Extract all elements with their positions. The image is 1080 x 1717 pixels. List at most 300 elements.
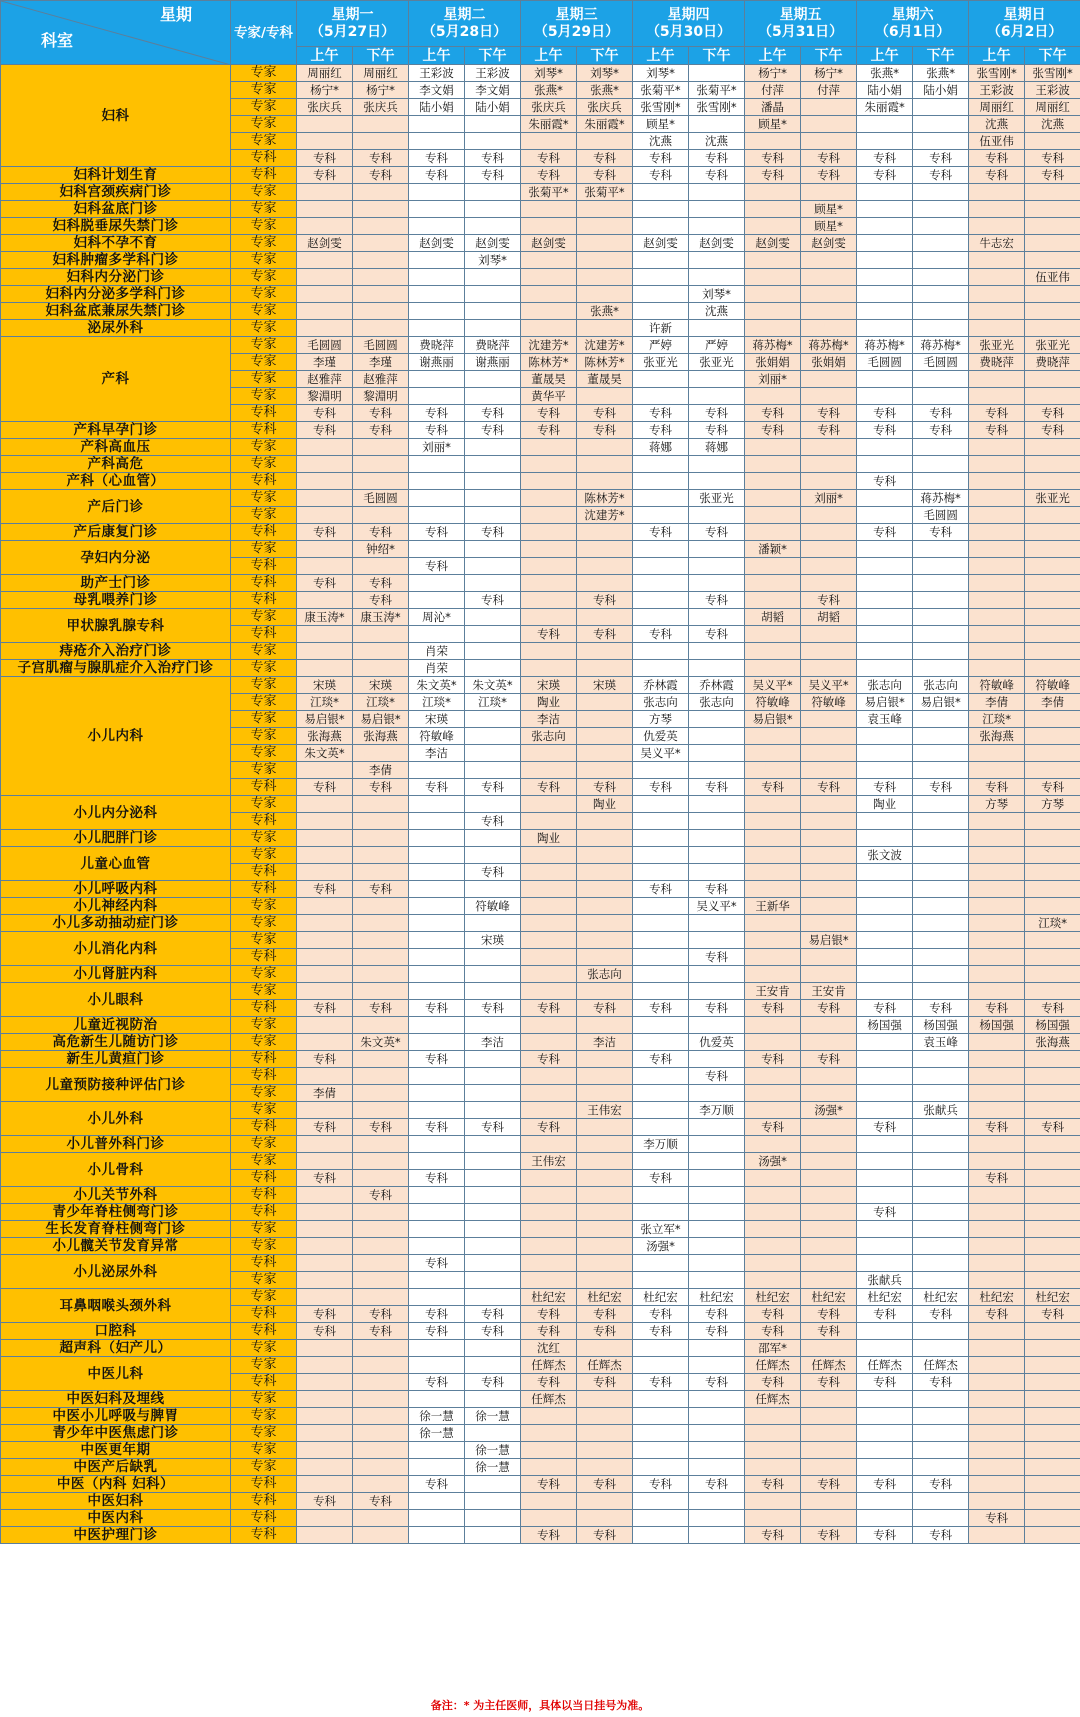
schedule-cell: 专科 <box>409 1119 465 1136</box>
schedule-cell: 专科 <box>409 1255 465 1272</box>
schedule-cell <box>801 439 857 456</box>
department-name: 妇科宫颈疾病门诊 <box>1 184 231 201</box>
schedule-cell <box>1025 439 1080 456</box>
schedule-cell <box>297 915 353 932</box>
schedule-cell: 专科 <box>353 592 409 609</box>
schedule-cell <box>577 983 633 1000</box>
doctor-type: 专家 <box>231 320 297 337</box>
department-name: 超声科（妇产儿） <box>1 1340 231 1357</box>
schedule-cell <box>521 1034 577 1051</box>
schedule-cell: 专科 <box>465 1000 521 1017</box>
schedule-cell <box>577 1170 633 1187</box>
schedule-cell <box>969 1476 1025 1493</box>
schedule-cell <box>521 1068 577 1085</box>
schedule-cell <box>521 303 577 320</box>
schedule-cell <box>353 1442 409 1459</box>
doctor-type: 专家 <box>231 830 297 847</box>
schedule-cell <box>913 303 969 320</box>
schedule-cell: 专科 <box>689 524 745 541</box>
schedule-cell <box>521 1221 577 1238</box>
schedule-cell <box>913 949 969 966</box>
schedule-cell <box>465 609 521 626</box>
schedule-cell: 袁玉峰 <box>913 1034 969 1051</box>
schedule-cell <box>521 1170 577 1187</box>
schedule-cell <box>465 1187 521 1204</box>
schedule-cell <box>1025 745 1080 762</box>
schedule-cell: 专科 <box>409 1323 465 1340</box>
schedule-cell <box>801 1119 857 1136</box>
schedule-cell: 李倩 <box>353 762 409 779</box>
schedule-cell <box>465 966 521 983</box>
schedule-cell <box>801 541 857 558</box>
schedule-cell <box>1025 1255 1080 1272</box>
schedule-cell <box>633 660 689 677</box>
schedule-cell <box>857 1493 913 1510</box>
department-name: 中医更年期 <box>1 1442 231 1459</box>
schedule-cell <box>409 915 465 932</box>
schedule-cell <box>353 201 409 218</box>
schedule-cell <box>521 1102 577 1119</box>
schedule-cell <box>521 745 577 762</box>
schedule-cell <box>297 439 353 456</box>
schedule-cell <box>969 320 1025 337</box>
schedule-cell <box>801 456 857 473</box>
schedule-cell: 刘丽* <box>801 490 857 507</box>
schedule-cell <box>745 1510 801 1527</box>
schedule-cell <box>857 1323 913 1340</box>
schedule-cell: 专科 <box>577 405 633 422</box>
schedule-row <box>1 881 1080 898</box>
schedule-cell <box>297 762 353 779</box>
schedule-cell <box>913 1323 969 1340</box>
schedule-cell <box>969 966 1025 983</box>
schedule-cell: 专科 <box>577 779 633 796</box>
schedule-cell: 李洁 <box>465 1034 521 1051</box>
schedule-row <box>1 830 1080 847</box>
schedule-cell: 专科 <box>969 1510 1025 1527</box>
doctor-type: 专家 <box>231 82 297 99</box>
schedule-cell: 专科 <box>913 1527 969 1544</box>
schedule-cell <box>353 507 409 524</box>
schedule-cell <box>969 932 1025 949</box>
doctor-type: 专家 <box>231 915 297 932</box>
schedule-cell <box>353 1068 409 1085</box>
schedule-cell <box>801 133 857 150</box>
schedule-cell <box>465 133 521 150</box>
schedule-cell <box>857 864 913 881</box>
schedule-cell: 张亚光 <box>1025 337 1080 354</box>
schedule-cell <box>409 1391 465 1408</box>
schedule-cell <box>577 830 633 847</box>
schedule-cell: 专科 <box>521 1051 577 1068</box>
schedule-cell <box>913 864 969 881</box>
schedule-row <box>1 1323 1080 1340</box>
schedule-cell <box>969 745 1025 762</box>
schedule-cell <box>913 1442 969 1459</box>
schedule-cell <box>913 99 969 116</box>
schedule-cell <box>745 1238 801 1255</box>
schedule-cell: 专科 <box>521 1306 577 1323</box>
schedule-cell: 专科 <box>521 422 577 439</box>
doctor-type: 专家 <box>231 65 297 82</box>
schedule-cell <box>633 507 689 524</box>
schedule-row <box>1 235 1080 252</box>
schedule-cell <box>1025 1323 1080 1340</box>
schedule-cell: 杜纪宏 <box>745 1289 801 1306</box>
doctor-type: 专家 <box>231 1153 297 1170</box>
schedule-cell <box>353 983 409 1000</box>
schedule-cell <box>409 1272 465 1289</box>
schedule-row <box>1 184 1080 201</box>
schedule-cell <box>521 1085 577 1102</box>
schedule-cell <box>745 303 801 320</box>
schedule-cell: 专科 <box>801 422 857 439</box>
schedule-cell: 顾星* <box>801 201 857 218</box>
department-name: 痔疮介入治疗门诊 <box>1 643 231 660</box>
schedule-cell <box>409 881 465 898</box>
doctor-type: 专科 <box>231 1204 297 1221</box>
schedule-cell <box>689 184 745 201</box>
doctor-type: 专家 <box>231 507 297 524</box>
schedule-cell <box>297 898 353 915</box>
schedule-cell <box>1025 711 1080 728</box>
day-header-tue <box>409 1 521 47</box>
schedule-cell <box>857 439 913 456</box>
schedule-row <box>1 609 1080 626</box>
schedule-cell <box>801 1068 857 1085</box>
schedule-cell <box>969 1357 1025 1374</box>
schedule-cell <box>633 949 689 966</box>
schedule-cell <box>297 558 353 575</box>
schedule-cell <box>1025 575 1080 592</box>
schedule-cell <box>1025 609 1080 626</box>
schedule-cell <box>297 592 353 609</box>
schedule-cell <box>689 65 745 82</box>
schedule-cell <box>297 286 353 303</box>
schedule-cell <box>1025 1102 1080 1119</box>
schedule-cell <box>465 269 521 286</box>
doctor-type: 专科 <box>231 1493 297 1510</box>
schedule-cell: 康玉涛* <box>297 609 353 626</box>
schedule-cell: 赵剑雯 <box>521 235 577 252</box>
schedule-cell: 专科 <box>521 1323 577 1340</box>
schedule-cell <box>353 473 409 490</box>
schedule-cell <box>465 1510 521 1527</box>
schedule-cell <box>689 1255 745 1272</box>
schedule-cell: 专科 <box>745 1051 801 1068</box>
schedule-cell <box>745 473 801 490</box>
schedule-cell <box>745 813 801 830</box>
schedule-row <box>1 1527 1080 1544</box>
schedule-cell: 张庆兵 <box>521 99 577 116</box>
schedule-cell <box>465 660 521 677</box>
schedule-row <box>1 269 1080 286</box>
schedule-cell: 杜纪宏 <box>969 1289 1025 1306</box>
schedule-cell <box>353 1153 409 1170</box>
schedule-cell <box>857 932 913 949</box>
schedule-cell <box>857 133 913 150</box>
doctor-type: 专家 <box>231 745 297 762</box>
schedule-cell <box>1025 1357 1080 1374</box>
schedule-cell <box>801 558 857 575</box>
schedule-cell <box>913 201 969 218</box>
schedule-cell: 刘琴* <box>633 65 689 82</box>
schedule-cell <box>465 1357 521 1374</box>
schedule-cell <box>577 473 633 490</box>
schedule-cell <box>353 456 409 473</box>
schedule-cell <box>801 252 857 269</box>
department-name: 妇科盆底门诊 <box>1 201 231 218</box>
schedule-cell <box>745 218 801 235</box>
schedule-cell <box>801 1221 857 1238</box>
pm-header: 下午 <box>465 47 521 65</box>
schedule-cell: 刘琴* <box>689 286 745 303</box>
schedule-cell <box>577 456 633 473</box>
doctor-type: 专家 <box>231 1017 297 1034</box>
department-name: 助产士门诊 <box>1 575 231 592</box>
schedule-cell: 张燕* <box>857 65 913 82</box>
schedule-cell <box>409 796 465 813</box>
schedule-cell <box>969 592 1025 609</box>
schedule-cell: 专科 <box>577 592 633 609</box>
doctor-type: 专家 <box>231 456 297 473</box>
schedule-cell <box>1025 898 1080 915</box>
schedule-cell <box>969 949 1025 966</box>
schedule-cell: 专科 <box>801 150 857 167</box>
schedule-cell: 专科 <box>913 422 969 439</box>
schedule-cell: 专科 <box>633 1170 689 1187</box>
schedule-cell: 专科 <box>689 1306 745 1323</box>
schedule-cell <box>969 983 1025 1000</box>
schedule-row <box>1 65 1080 82</box>
schedule-cell: 专科 <box>521 405 577 422</box>
schedule-cell <box>801 1408 857 1425</box>
schedule-cell <box>297 1136 353 1153</box>
schedule-cell <box>801 728 857 745</box>
schedule-cell: 专科 <box>353 779 409 796</box>
schedule-cell <box>465 541 521 558</box>
schedule-cell <box>969 575 1025 592</box>
schedule-cell <box>689 320 745 337</box>
schedule-row <box>1 1187 1080 1204</box>
schedule-cell <box>521 881 577 898</box>
schedule-cell <box>353 830 409 847</box>
department-name: 小儿泌尿外科 <box>1 1255 231 1289</box>
schedule-cell: 伍亚伟 <box>969 133 1025 150</box>
schedule-cell: 专科 <box>857 1119 913 1136</box>
schedule-cell <box>857 830 913 847</box>
schedule-cell <box>409 371 465 388</box>
schedule-cell <box>409 388 465 405</box>
schedule-cell <box>689 1017 745 1034</box>
schedule-cell <box>689 1051 745 1068</box>
schedule-cell: 黎淵明 <box>353 388 409 405</box>
schedule-cell <box>1025 184 1080 201</box>
schedule-cell <box>409 269 465 286</box>
schedule-cell: 专科 <box>521 1119 577 1136</box>
schedule-cell <box>857 1255 913 1272</box>
doctor-type: 专家 <box>231 660 297 677</box>
schedule-cell <box>297 269 353 286</box>
schedule-cell: 专科 <box>297 1306 353 1323</box>
schedule-cell <box>857 1153 913 1170</box>
schedule-cell <box>633 286 689 303</box>
schedule-cell <box>689 1170 745 1187</box>
department-name: 妇科盆底兼尿失禁门诊 <box>1 303 231 320</box>
schedule-cell: 专科 <box>409 405 465 422</box>
schedule-cell <box>969 847 1025 864</box>
schedule-cell <box>577 1119 633 1136</box>
schedule-cell <box>633 490 689 507</box>
doctor-type: 专家 <box>231 490 297 507</box>
schedule-cell <box>969 473 1025 490</box>
schedule-cell <box>465 116 521 133</box>
schedule-cell <box>857 1085 913 1102</box>
schedule-cell: 蒋苏梅* <box>913 337 969 354</box>
schedule-cell: 专科 <box>801 1323 857 1340</box>
schedule-row <box>1 1238 1080 1255</box>
schedule-cell <box>689 983 745 1000</box>
schedule-cell: 专科 <box>745 779 801 796</box>
schedule-cell <box>353 1391 409 1408</box>
schedule-cell <box>633 1204 689 1221</box>
schedule-cell <box>297 490 353 507</box>
doctor-type: 专家 <box>231 541 297 558</box>
schedule-cell <box>801 1510 857 1527</box>
schedule-cell <box>801 1493 857 1510</box>
schedule-cell <box>969 1136 1025 1153</box>
schedule-cell: 专科 <box>913 1476 969 1493</box>
schedule-cell <box>969 371 1025 388</box>
schedule-cell: 专科 <box>409 1306 465 1323</box>
schedule-cell: 专科 <box>353 1000 409 1017</box>
schedule-cell <box>745 915 801 932</box>
schedule-cell <box>577 1085 633 1102</box>
schedule-cell: 专科 <box>857 473 913 490</box>
department-name: 产科高血压 <box>1 439 231 456</box>
schedule-cell: 江琰* <box>409 694 465 711</box>
schedule-cell <box>465 915 521 932</box>
schedule-cell <box>1025 1510 1080 1527</box>
schedule-cell <box>521 1238 577 1255</box>
schedule-cell: 陈林芳* <box>521 354 577 371</box>
corner-day-label: 星期 <box>159 5 192 24</box>
schedule-row <box>1 1442 1080 1459</box>
schedule-cell <box>633 473 689 490</box>
schedule-cell: 杨国强 <box>969 1017 1025 1034</box>
schedule-cell <box>577 813 633 830</box>
schedule-cell: 专科 <box>745 1527 801 1544</box>
schedule-cell <box>969 1391 1025 1408</box>
schedule-cell: 汤强* <box>801 1102 857 1119</box>
schedule-cell: 专科 <box>297 1170 353 1187</box>
schedule-row <box>1 252 1080 269</box>
schedule-cell <box>689 1510 745 1527</box>
schedule-cell <box>745 524 801 541</box>
schedule-cell <box>1025 949 1080 966</box>
doctor-type: 专家 <box>231 286 297 303</box>
schedule-cell <box>409 1136 465 1153</box>
schedule-cell: 朱丽霞* <box>521 116 577 133</box>
schedule-cell <box>465 184 521 201</box>
schedule-cell <box>969 1272 1025 1289</box>
schedule-cell <box>689 728 745 745</box>
doctor-type: 专科 <box>231 1255 297 1272</box>
schedule-cell: 专科 <box>689 1374 745 1391</box>
schedule-cell: 李文娟 <box>409 82 465 99</box>
schedule-cell: 专科 <box>801 167 857 184</box>
schedule-cell: 张立军* <box>633 1221 689 1238</box>
schedule-cell <box>577 1442 633 1459</box>
footnote: 备注：* 为主任医师，具体以当日挂号为准。 <box>430 1699 650 1712</box>
schedule-cell <box>297 1102 353 1119</box>
schedule-cell: 专科 <box>297 881 353 898</box>
schedule-cell <box>465 1136 521 1153</box>
schedule-cell: 专科 <box>689 881 745 898</box>
schedule-cell <box>1025 1527 1080 1544</box>
schedule-cell <box>465 1068 521 1085</box>
schedule-row <box>1 439 1080 456</box>
schedule-cell <box>465 983 521 1000</box>
schedule-cell <box>633 915 689 932</box>
schedule-cell <box>745 252 801 269</box>
schedule-cell <box>465 762 521 779</box>
schedule-cell <box>353 796 409 813</box>
doctor-type: 专家 <box>231 694 297 711</box>
schedule-cell: 宋瑛 <box>409 711 465 728</box>
schedule-cell <box>465 1238 521 1255</box>
schedule-cell: 任辉杰 <box>745 1357 801 1374</box>
schedule-cell <box>521 1459 577 1476</box>
schedule-cell <box>801 1425 857 1442</box>
schedule-cell <box>633 1255 689 1272</box>
schedule-cell <box>409 1357 465 1374</box>
schedule-cell: 专科 <box>745 150 801 167</box>
department-name: 耳鼻咽喉头颈外科 <box>1 1289 231 1323</box>
schedule-cell <box>745 626 801 643</box>
schedule-row <box>1 456 1080 473</box>
schedule-cell <box>689 762 745 779</box>
schedule-cell: 李万顺 <box>689 1102 745 1119</box>
schedule-cell: 专科 <box>801 1000 857 1017</box>
schedule-cell <box>913 898 969 915</box>
schedule-row <box>1 1476 1080 1493</box>
schedule-cell <box>353 1017 409 1034</box>
department-name: 产后康复门诊 <box>1 524 231 541</box>
schedule-cell: 专科 <box>633 422 689 439</box>
schedule-cell <box>577 694 633 711</box>
schedule-cell: 沈建芳* <box>577 337 633 354</box>
schedule-cell <box>969 507 1025 524</box>
doctor-type: 专科 <box>231 1068 297 1085</box>
schedule-cell: 张志向 <box>577 966 633 983</box>
schedule-cell: 专科 <box>689 1000 745 1017</box>
schedule-row <box>1 1221 1080 1238</box>
doctor-type: 专家 <box>231 1272 297 1289</box>
schedule-cell <box>857 1068 913 1085</box>
schedule-row <box>1 1510 1080 1527</box>
schedule-row <box>1 1289 1080 1306</box>
doctor-type: 专家 <box>231 1459 297 1476</box>
schedule-cell: 专科 <box>745 1000 801 1017</box>
schedule-cell <box>745 320 801 337</box>
schedule-cell <box>297 1034 353 1051</box>
schedule-cell <box>633 643 689 660</box>
schedule-cell: 张海燕 <box>969 728 1025 745</box>
schedule-cell: 李万顺 <box>633 1136 689 1153</box>
schedule-cell <box>521 796 577 813</box>
schedule-cell: 王彩波 <box>1025 82 1080 99</box>
